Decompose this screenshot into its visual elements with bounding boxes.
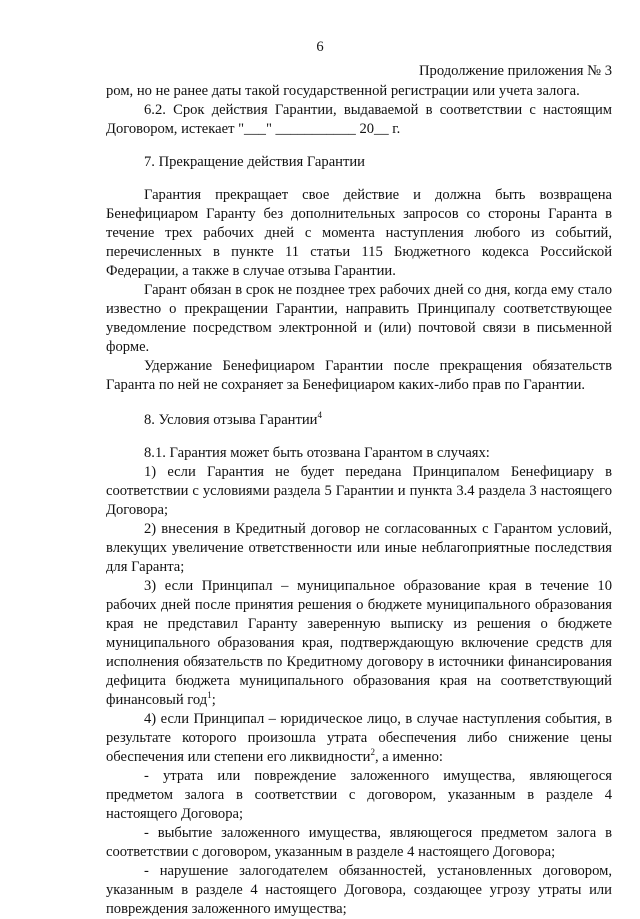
paragraph: ром, но не ранее даты такой государственной регистрации или учета залога. — [106, 83, 580, 99]
continuation-note: Продолжение приложения № 3 — [419, 63, 612, 79]
section-heading: 7. Прекращение действия Гарантии — [144, 154, 365, 170]
item-tail: ; — [211, 692, 216, 708]
footnote-ref: 4 — [317, 410, 322, 421]
paragraph: Гарантия прекращает свое действие и должна быть возвращена Бенефициаром Гаранту без дополнительных запросов со стороны Гаранта в течение трех рабочих дней с момента наступления любого из событий, перечисленных в пункте 11 статьи 115 Бюджетного кодекса Российской Федерации, а также в случае отзыва Гарантии. — [106, 187, 612, 279]
item-text: 3) если Принципал – муниципальное образование края в течение 10 рабочих дней после принятия решения о бюджете муниципального образования края не представил Гаранту заверенную выписку из решения о бюджете муниципального образования края, подтверждающую включение средств для исполнения обязательств по Кредитному договору в источники финансирования дефицита бюджета муниципального образования края на соответствующий финансовый год — [106, 578, 612, 708]
paragraph: Удержание Бенефициаром Гарантии после прекращения обязательств Гаранта по ней не сохраняет за Бенефициаром каких-либо прав по Гарантии. — [106, 358, 612, 393]
item-text: 4) если Принципал – юридическое лицо, в случае наступления события, в результате которого произошла утрата обеспечения либо снижение цены обеспечения или степени его ликвидности — [106, 711, 612, 765]
paragraph: Гарант обязан в срок не позднее трех рабочих дней со дня, когда ему стало известно о прекращении Гарантии, направить Принципалу соответствующее уведомление посредством электронной и (или) почтовой связи в письменной форме. — [106, 282, 612, 355]
page-number: 6 — [316, 39, 324, 55]
section-heading — [106, 411, 612, 430]
list-item: - выбытие заложенного имущества, являющегося предметом залога в соответствии с договором, указанным в разделе 4 настоящего Договора; — [106, 825, 612, 860]
heading-text: 8. Условия отзыва Гарантии — [144, 412, 318, 428]
list-item — [106, 577, 612, 710]
footnote-ref: 2 — [370, 747, 375, 758]
paragraph: 8.1. Гарантия может быть отозвана Гарантом в случаях: — [144, 445, 490, 461]
list-item: 1) если Гарантия не будет передана Принципалом Бенефициару в соответствии с условиями раздела 5 Гарантии и пункта 3.4 раздела 3 настоящего Договора; — [106, 464, 612, 518]
item-tail: , а именно: — [375, 749, 443, 765]
list-item: - нарушение залогодателем обязанностей, установленных договором, указанным в разделе 4 настоящего Договора, создающее угрозу утраты или повреждения заложенного имущества; — [106, 863, 612, 917]
document-body — [106, 82, 612, 919]
footnote-ref: 1 — [207, 690, 212, 701]
list-item — [106, 710, 612, 767]
paragraph: 6.2. Срок действия Гарантии, выдаваемой в соответствии с настоящим Договором, истекает "___" ___________ 20__ г. — [106, 102, 612, 137]
list-item: - утрата или повреждение заложенного имущества, являющегося предметом залога в соответствии с договором, указанным в разделе 4 настоящего Договора; — [106, 768, 612, 822]
list-item: 2) внесения в Кредитный договор не согласованных с Гарантом условий, влекущих увеличение ответственности или иные неблагоприятные последствия для Гаранта; — [106, 521, 612, 575]
